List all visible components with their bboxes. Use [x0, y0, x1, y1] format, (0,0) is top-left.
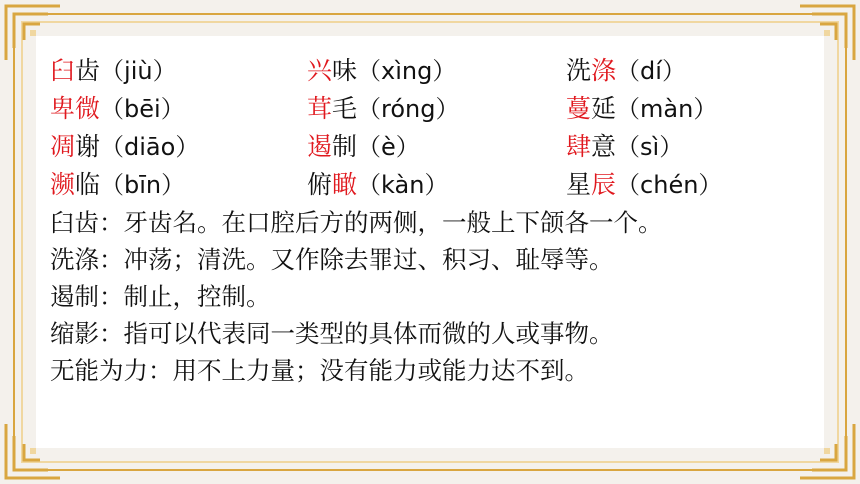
pinyin: màn [640, 95, 694, 123]
vocab-entry [566, 52, 686, 90]
pinyin: dí [640, 57, 662, 85]
definition-line: 缩影：指可以代表同一类型的具体而微的人或事物。 [50, 319, 614, 348]
open-paren: （ [100, 95, 125, 123]
pinyin: xìng [381, 57, 433, 85]
highlight-char: 茸 [307, 94, 333, 123]
vocab-entry [307, 90, 460, 128]
pinyin: róng [381, 95, 436, 123]
word-char: 俯 [307, 170, 333, 199]
word-char: 谢 [75, 132, 101, 161]
highlight-char: 濒 [50, 170, 76, 199]
pinyin: bēi [124, 95, 161, 123]
close-paren: ） [175, 133, 200, 161]
open-paren: （ [357, 171, 382, 199]
close-paren: ） [161, 171, 186, 199]
vocab-row [50, 128, 840, 166]
vocab-entry [307, 128, 420, 166]
vocab-row [50, 166, 840, 204]
open-paren: （ [357, 133, 382, 161]
vocab-row [50, 90, 840, 128]
open-paren: （ [357, 57, 382, 85]
vocab-entry [50, 128, 199, 166]
word-char: 临 [75, 170, 101, 199]
definition-line: 洗涤：冲荡；清洗。又作除去罪过、积习、耻辱等。 [50, 245, 614, 274]
vocab-entry [307, 166, 448, 204]
word-char: 洗 [566, 56, 592, 85]
highlight-char: 辰 [591, 170, 617, 199]
vocab-entry [307, 52, 456, 90]
vocab-entry [50, 90, 185, 128]
vocab-entry [50, 166, 185, 204]
word-char: 毛 [332, 94, 358, 123]
word-char: 星 [566, 170, 592, 199]
open-paren: （ [100, 171, 125, 199]
definition-line: 遏制：制止，控制。 [50, 282, 271, 311]
close-paren: ） [424, 171, 449, 199]
close-paren: ） [395, 133, 420, 161]
open-paren: （ [357, 95, 382, 123]
close-paren: ） [160, 95, 185, 123]
open-paren: （ [616, 133, 641, 161]
pinyin: è [381, 133, 396, 161]
word-char: 延 [591, 94, 617, 123]
word-char: 意 [591, 132, 617, 161]
vocab-row [50, 52, 840, 90]
vocab-entry [50, 52, 177, 90]
close-paren: ） [659, 133, 684, 161]
close-paren: ） [698, 171, 723, 199]
highlight-char: 凋 [50, 132, 76, 161]
word-char: 制 [332, 132, 358, 161]
word-char: 味 [332, 56, 358, 85]
vocab-entry [566, 90, 717, 128]
open-paren: （ [100, 57, 125, 85]
close-paren: ） [435, 95, 460, 123]
highlight-char: 涤 [591, 56, 617, 85]
highlight-char: 肆 [566, 132, 592, 161]
vocab-entry [566, 128, 683, 166]
open-paren: （ [616, 95, 641, 123]
vocab-entry [566, 166, 722, 204]
close-paren: ） [693, 95, 718, 123]
pinyin: jiù [124, 57, 153, 85]
highlight-char: 瞰 [332, 170, 358, 199]
open-paren: （ [616, 171, 641, 199]
definition-line: 无能为力：用不上力量；没有能力或能力达不到。 [50, 356, 589, 385]
highlight-char: 遏 [307, 132, 333, 161]
close-paren: ） [432, 57, 457, 85]
definition-line: 臼齿：牙齿名。在口腔后方的两侧，一般上下颌各一个。 [50, 208, 663, 237]
pinyin: kàn [381, 171, 425, 199]
word-char: 齿 [75, 56, 101, 85]
content [50, 52, 840, 389]
pinyin: chén [640, 171, 699, 199]
highlight-char: 兴 [307, 56, 333, 85]
pinyin: sì [640, 133, 660, 161]
close-paren: ） [661, 57, 686, 85]
highlight-char: 卑微 [50, 94, 101, 123]
pinyin: diāo [124, 133, 176, 161]
pinyin: bīn [124, 171, 162, 199]
open-paren: （ [616, 57, 641, 85]
close-paren: ） [152, 57, 177, 85]
highlight-char: 臼 [50, 56, 76, 85]
open-paren: （ [100, 133, 125, 161]
highlight-char: 蔓 [566, 94, 592, 123]
